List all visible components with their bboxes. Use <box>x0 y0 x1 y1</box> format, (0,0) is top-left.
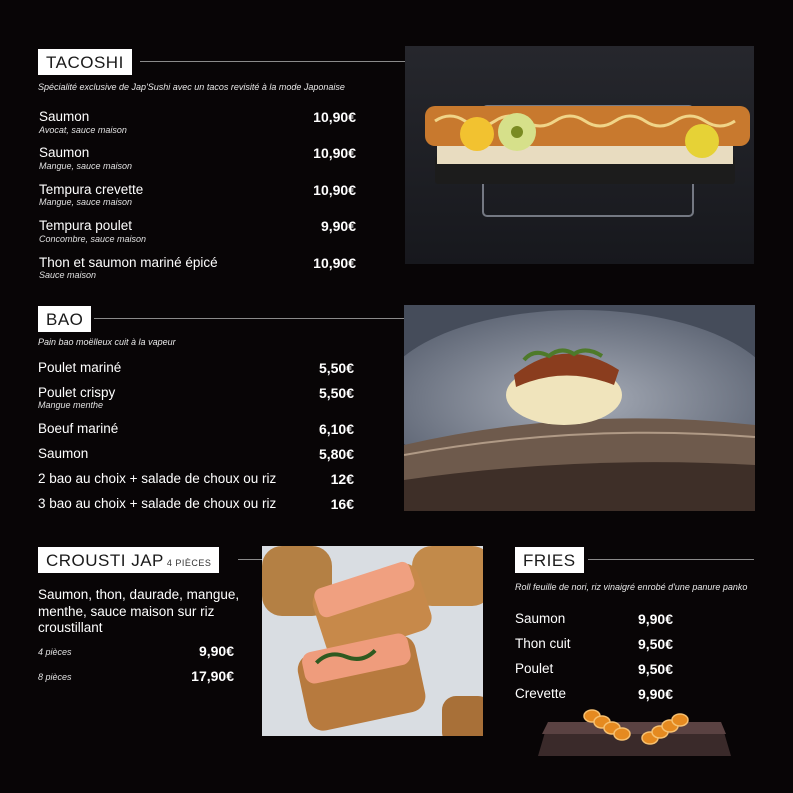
bao-item-name: 3 bao au choix + salade de choux ou riz <box>38 496 277 511</box>
crousti-rule <box>238 559 262 560</box>
tacoshi-item-name: Tempura poulet <box>39 218 133 233</box>
bao-item-sub: Mangue menthe <box>38 400 104 410</box>
fries-photo <box>538 704 731 758</box>
bao-item-name: Saumon <box>38 446 89 461</box>
bao-item-price: 5,80€ <box>318 446 354 462</box>
tacoshi-item-sub: Mangue, sauce maison <box>39 161 133 171</box>
bao-item-price: 5,50€ <box>318 385 354 401</box>
bao-item-price: 16€ <box>330 496 354 512</box>
fries-item-name: Thon cuit <box>515 636 571 651</box>
tacoshi-item-price: 10,90€ <box>313 182 356 198</box>
bao-item-name: 2 bao au choix + salade de choux ou riz <box>38 471 277 486</box>
tacoshi-item-sub: Avocat, sauce maison <box>39 125 127 135</box>
tacoshi-rule <box>140 61 405 62</box>
fries-item-price: 9,50€ <box>637 661 673 677</box>
crousti-item-name: 4 pièces <box>38 647 72 657</box>
tacoshi-title: TACOSHI <box>38 49 132 75</box>
bao-item-price: 12€ <box>330 471 354 487</box>
bao-photo <box>404 305 755 511</box>
tacoshi-item-price: 10,90€ <box>313 145 356 161</box>
fries-rule <box>588 559 754 560</box>
bao-item-name: Poulet crispy <box>38 385 116 400</box>
tacoshi-item-name: Thon et saumon mariné épicé <box>39 255 218 270</box>
crousti-photo <box>262 546 483 736</box>
bao-item-name: Boeuf mariné <box>38 421 119 436</box>
tacoshi-photo <box>405 46 754 264</box>
tacoshi-item-name: Tempura crevette <box>39 182 144 197</box>
tacoshi-item-sub: Sauce maison <box>39 270 97 280</box>
fries-item-name: Saumon <box>515 611 566 626</box>
crousti-item-name: 8 pièces <box>38 672 72 682</box>
crousti-description: Saumon, thon, daurade, mangue, menthe, sauce maison sur riz croustillant <box>38 587 240 635</box>
fries-title: FRIES <box>515 547 584 573</box>
fries-item-name: Poulet <box>515 661 554 676</box>
bao-title: BAO <box>38 306 91 332</box>
fries-item-price: 9,50€ <box>637 636 673 652</box>
bao-item-price: 6,10€ <box>318 421 354 437</box>
tacoshi-item-price: 10,90€ <box>313 255 356 271</box>
bao-description: Pain bao moëlleux cuit à la vapeur <box>38 337 176 347</box>
fries-description: Roll feuille de nori, riz vinaigré enrobé d'une panure panko <box>515 582 748 592</box>
fries-item-price: 9,90€ <box>637 686 673 702</box>
crousti-item-price: 17,90€ <box>191 668 234 684</box>
fries-item-price: 9,90€ <box>637 611 673 627</box>
tacoshi-item-price: 10,90€ <box>313 109 356 125</box>
fries-item-name: Crevette <box>515 686 567 701</box>
crousti-title: CROUSTI JAP 4 PIÈCES <box>38 547 219 573</box>
crousti-item-price: 9,90€ <box>198 643 234 659</box>
bao-item-name: Poulet mariné <box>38 360 122 375</box>
tacoshi-item-sub: Mangue, sauce maison <box>39 197 133 207</box>
tacoshi-item-name: Saumon <box>39 145 90 160</box>
bao-rule <box>94 318 405 319</box>
tacoshi-item-name: Saumon <box>39 109 90 124</box>
tacoshi-description: Spécialité exclusive de Jap'Sushi avec un tacos revisité à la mode Japonaise <box>38 82 345 92</box>
bao-item-price: 5,50€ <box>318 360 354 376</box>
tacoshi-item-price: 9,90€ <box>320 218 356 234</box>
tacoshi-item-sub: Concombre, sauce maison <box>39 234 147 244</box>
